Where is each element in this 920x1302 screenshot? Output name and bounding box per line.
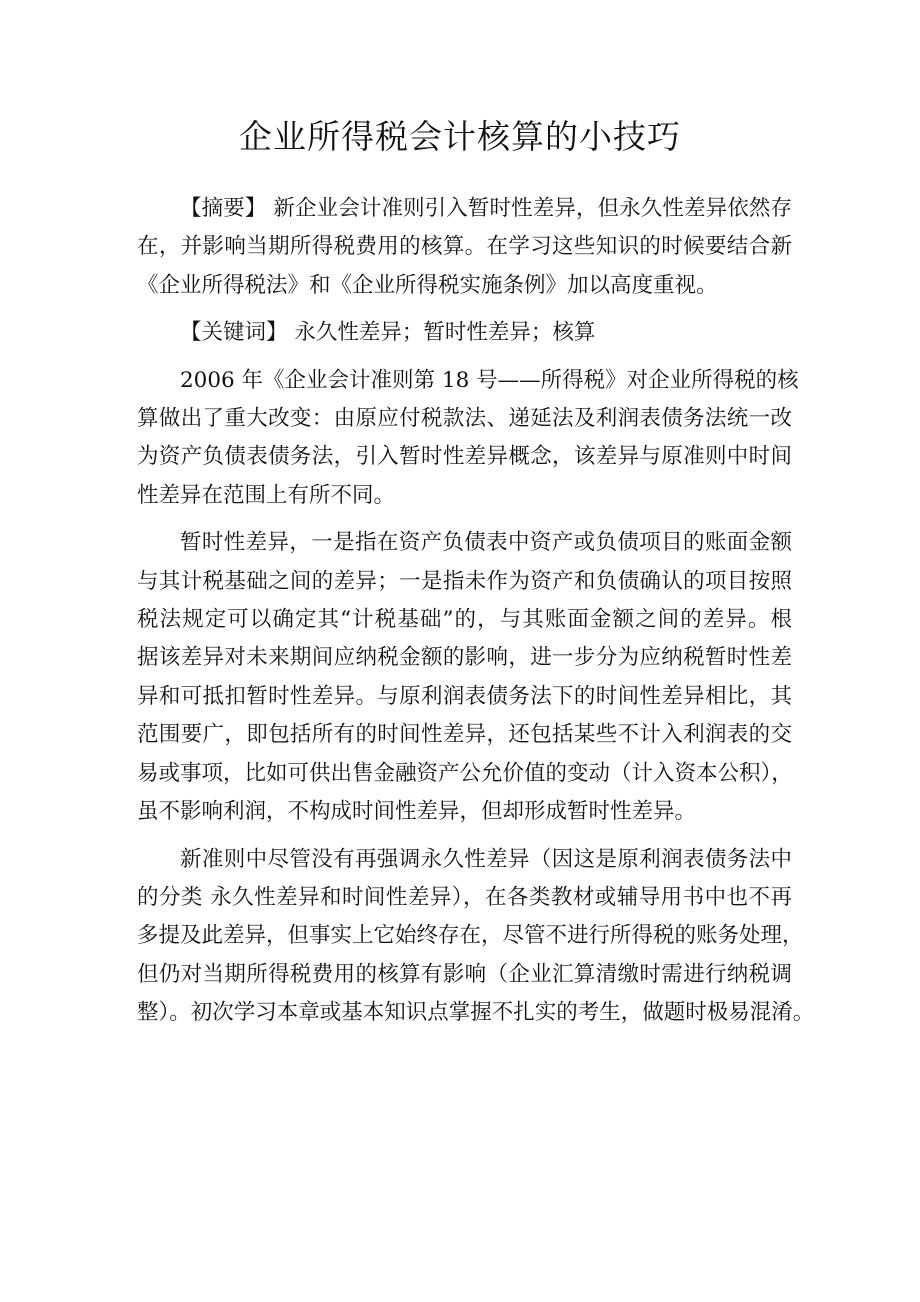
abstract-text-1: 新企业会计准则引入暂时性差异，但永久性差异依然存 xyxy=(266,196,792,221)
keywords-paragraph xyxy=(137,314,792,352)
abstract-label: 【摘要】 xyxy=(180,196,267,221)
paragraph-line: 的分类 永久性差异和时间性差异），在各类教材或辅导用书中也不再 xyxy=(137,884,792,910)
body-paragraph-1 xyxy=(137,362,799,516)
keywords-line xyxy=(137,314,792,352)
paragraph-line: 为资产负债表债务法，引入暂时性差异概念，该差异与原准则中时间 xyxy=(137,444,792,470)
abstract-paragraph xyxy=(137,190,792,305)
abstract-line-3: 《企业所得税法》和《企业所得税实施条例》加以高度重视。 xyxy=(137,272,718,298)
paragraph-line: 整）。初次学习本章或基本知识点掌握不扎实的考生，做题时极易混淆。 xyxy=(137,1000,815,1026)
keywords-text: 永久性差异；暂时性差异；核算 xyxy=(287,320,596,346)
paragraph-line: 暂时性差异，一是指在资产负债表中资产或负债项目的账面金额 xyxy=(180,530,792,556)
paragraph-line: 新准则中尽管没有再强调永久性差异（因这是原利润表债务法中 xyxy=(180,846,792,872)
abstract-line-2: 在，并影响当期所得税费用的核算。在学习这些知识的时候要结合新 xyxy=(137,234,792,260)
paragraph-line: 与其计税基础之间的差异；一是指未作为资产和负债确认的项目按照 xyxy=(137,568,792,594)
paragraph-line: 范围要广，即包括所有的时间性差异，还包括某些不计入利润表的交 xyxy=(137,722,792,748)
abstract-line-1 xyxy=(137,190,792,228)
body-paragraph-3 xyxy=(137,841,815,1033)
document-title: 企业所得税会计核算的小技巧 xyxy=(239,117,681,156)
paragraph-line: 虽不影响利润，不构成时间性差异，但却形成暂时性差异。 xyxy=(137,799,697,825)
paragraph-line: 异和可抵扣暂时性差异。与原利润表债务法下的时间性差异相比，其 xyxy=(137,683,792,709)
paragraph-line: 2006 年《企业会计准则第 18 号——所得税》对企业所得税的核 xyxy=(180,367,799,393)
paragraph-line: 易或事项，比如可供出售金融资产公允价值的变动（计入资本公积）， xyxy=(137,760,793,786)
keywords-label: 【关键词】 xyxy=(180,320,288,346)
paragraph-line: 多提及此差异，但事实上它始终存在，尽管不进行所得税的账务处理， xyxy=(137,923,804,949)
body-paragraph-2 xyxy=(137,524,792,831)
paragraph-line: 但仍对当期所得税费用的核算有影响（企业汇算清缴时需进行纳税调 xyxy=(137,961,792,987)
paragraph-line: 性差异在范围上有所不同。 xyxy=(137,482,396,508)
document-body xyxy=(137,190,815,1033)
paragraph-line: 据该差异对未来期间应纳税金额的影响，进一步分为应纳税暂时性差 xyxy=(137,645,792,671)
paragraph-line: 税法规定可以确定其“计税基础”的，与其账面金额之间的差异。根 xyxy=(137,607,792,633)
paragraph-line: 算做出了重大改变：由原应付税款法、递延法及利润表债务法统一改 xyxy=(137,406,792,432)
